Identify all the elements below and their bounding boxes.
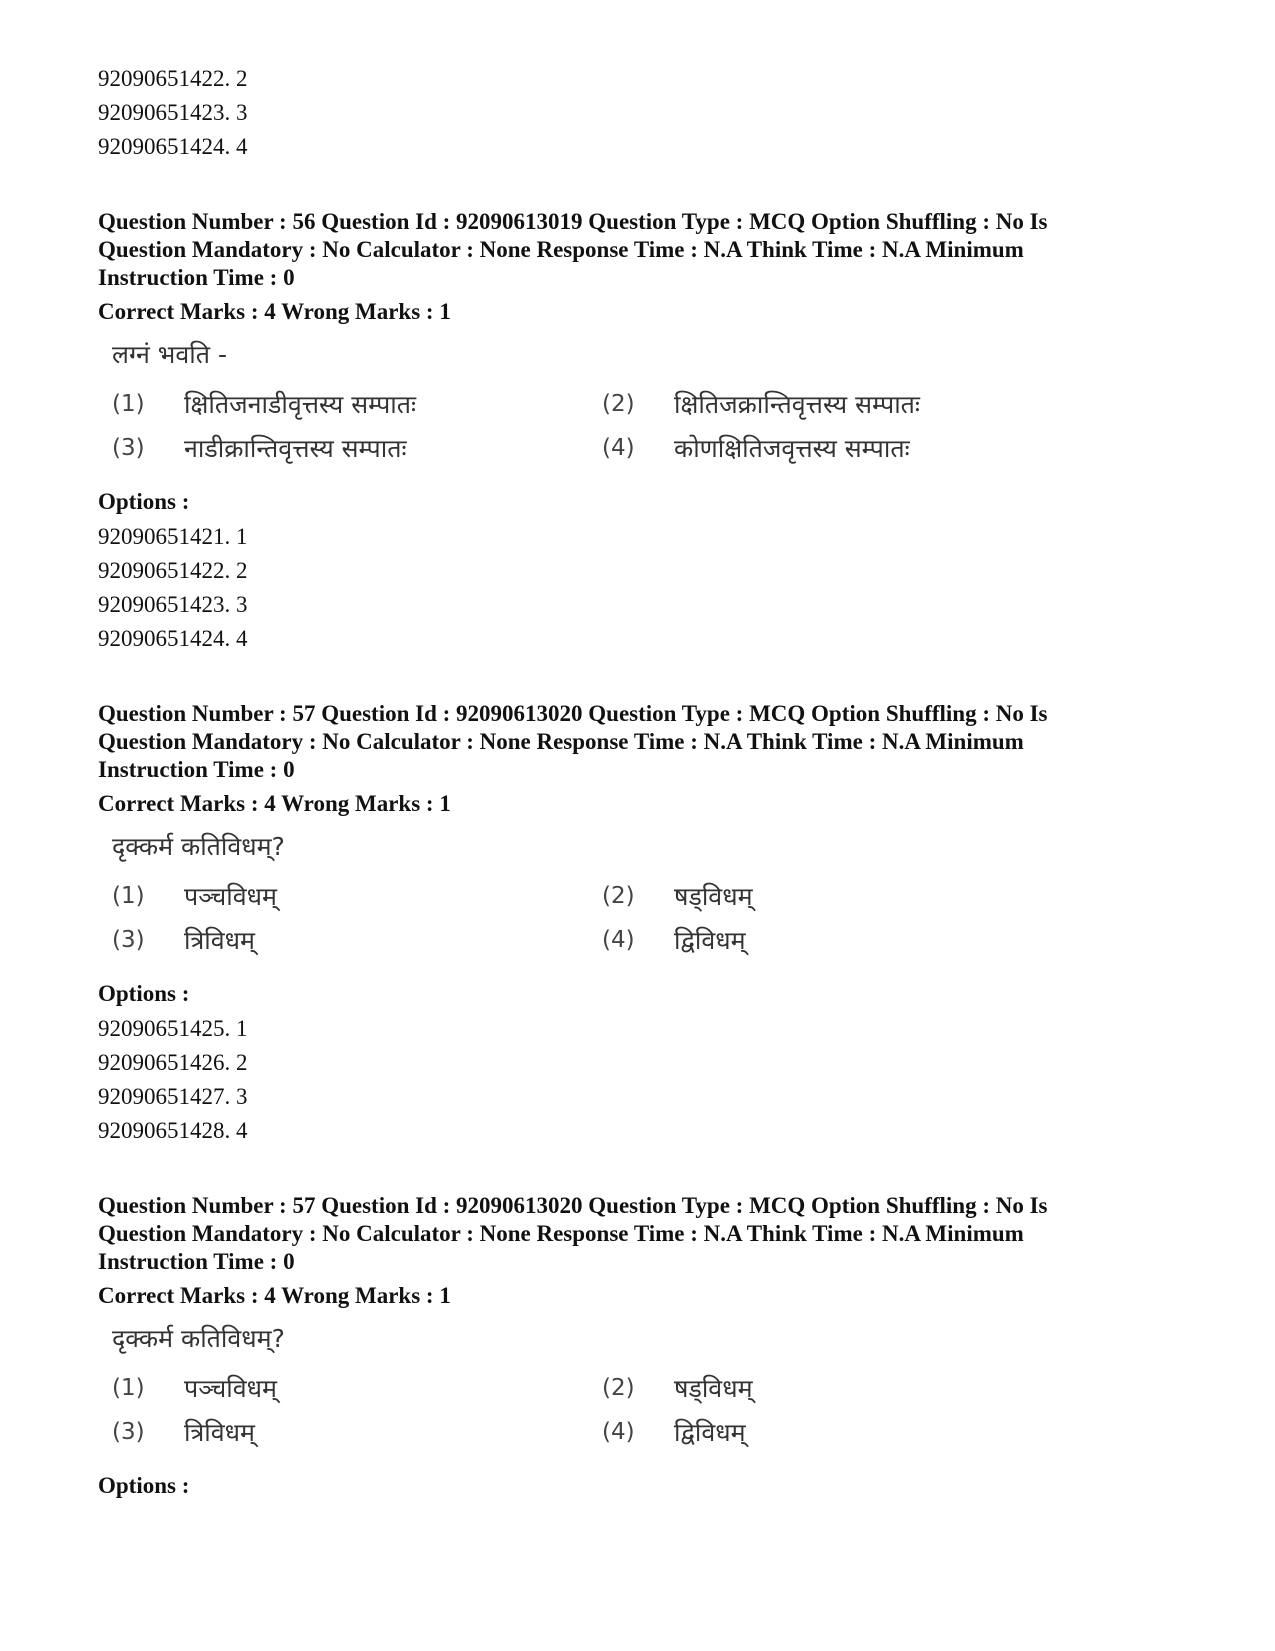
choice-text: त्रिविधम्: [184, 1418, 255, 1447]
question-block-57-repeat: [98, 1192, 1178, 1500]
choice-grid: [112, 878, 1178, 958]
question-header: Question Number : 57 Question Id : 92090613020 Question Type : MCQ Option Shuffling : No Is Question Mandatory : No Calculator : None Response Time : N.A Think Time : N.A Minimum Instruction Time : 0: [98, 701, 1048, 782]
choice-number: (1): [112, 883, 145, 909]
question-block-56: [98, 208, 1178, 656]
choice-2: [602, 878, 1122, 914]
options-list: [98, 520, 1178, 656]
option-line: 92090651421. 1: [98, 524, 248, 549]
option-line: 92090651422. 2: [98, 66, 248, 91]
option-line: 92090651428. 4: [98, 1118, 248, 1143]
choice-text: पञ्चविधम्: [184, 882, 277, 911]
question-content: [98, 830, 1178, 958]
choice-3: [112, 1414, 602, 1450]
option-line: 92090651427. 3: [98, 1084, 248, 1109]
choice-number: (1): [112, 1375, 145, 1401]
question-header: Question Number : 56 Question Id : 92090613019 Question Type : MCQ Option Shuffling : No Is Question Mandatory : No Calculator : None Response Time : N.A Think Time : N.A Minimum Instruction Time : 0: [98, 209, 1048, 290]
question-stem: दृक्कर्म कतिविधम्?: [112, 832, 285, 861]
question-block-57: [98, 700, 1178, 1148]
choice-4: [602, 1414, 1122, 1450]
choice-number: (3): [112, 1419, 145, 1445]
question-header: Question Number : 57 Question Id : 92090613020 Question Type : MCQ Option Shuffling : No Is Question Mandatory : No Calculator : None Response Time : N.A Think Time : N.A Minimum Instruction Time : 0: [98, 1193, 1048, 1274]
option-line: 92090651426. 2: [98, 1050, 248, 1075]
question-content: [98, 338, 1178, 466]
option-line: 92090651423. 3: [98, 100, 248, 125]
question-stem: लग्नं भवति -: [112, 340, 227, 369]
option-line: 92090651424. 4: [98, 134, 248, 159]
choice-number: (2): [602, 1375, 635, 1401]
option-line: 92090651422. 2: [98, 558, 248, 583]
lead-options-list: [98, 62, 1178, 164]
choice-number: (4): [602, 1419, 635, 1445]
choice-text: क्षितिजक्रान्तिवृत्तस्य सम्पातः: [674, 390, 920, 419]
choice-grid: [112, 386, 1178, 466]
choice-text: नाडीक्रान्तिवृत्तस्य सम्पातः: [184, 434, 407, 463]
choice-text: षड्विधम्: [674, 1374, 753, 1403]
choice-1: [112, 386, 602, 422]
options-label: Options :: [98, 489, 190, 514]
choice-3: [112, 922, 602, 958]
options-list: [98, 1012, 1178, 1148]
choice-text: कोणक्षितिजवृत्तस्य सम्पातः: [674, 434, 910, 463]
choice-text: द्विविधम्: [674, 926, 746, 955]
choice-grid: [112, 1370, 1178, 1450]
choice-3: [112, 430, 602, 466]
question-content: [98, 1322, 1178, 1450]
document-page: [98, 58, 1178, 1500]
choice-text: द्विविधम्: [674, 1418, 746, 1447]
choice-2: [602, 1370, 1122, 1406]
options-label: Options :: [98, 1473, 190, 1498]
choice-number: (2): [602, 391, 635, 417]
question-marks: Correct Marks : 4 Wrong Marks : 1: [98, 1283, 451, 1308]
choice-text: षड्विधम्: [674, 882, 753, 911]
choice-2: [602, 386, 1122, 422]
choice-4: [602, 922, 1122, 958]
option-line: 92090651423. 3: [98, 592, 248, 617]
choice-number: (3): [112, 927, 145, 953]
choice-number: (4): [602, 927, 635, 953]
choice-text: क्षितिजनाडीवृत्तस्य सम्पातः: [184, 390, 417, 419]
choice-text: पञ्चविधम्: [184, 1374, 277, 1403]
options-label: Options :: [98, 981, 190, 1006]
choice-number: (1): [112, 391, 145, 417]
choice-1: [112, 1370, 602, 1406]
choice-number: (4): [602, 435, 635, 461]
question-stem: दृक्कर्म कतिविधम्?: [112, 1324, 285, 1353]
option-line: 92090651424. 4: [98, 626, 248, 651]
question-marks: Correct Marks : 4 Wrong Marks : 1: [98, 299, 451, 324]
choice-1: [112, 878, 602, 914]
choice-text: त्रिविधम्: [184, 926, 255, 955]
question-marks: Correct Marks : 4 Wrong Marks : 1: [98, 791, 451, 816]
choice-number: (3): [112, 435, 145, 461]
choice-4: [602, 430, 1122, 466]
choice-number: (2): [602, 883, 635, 909]
option-line: 92090651425. 1: [98, 1016, 248, 1041]
